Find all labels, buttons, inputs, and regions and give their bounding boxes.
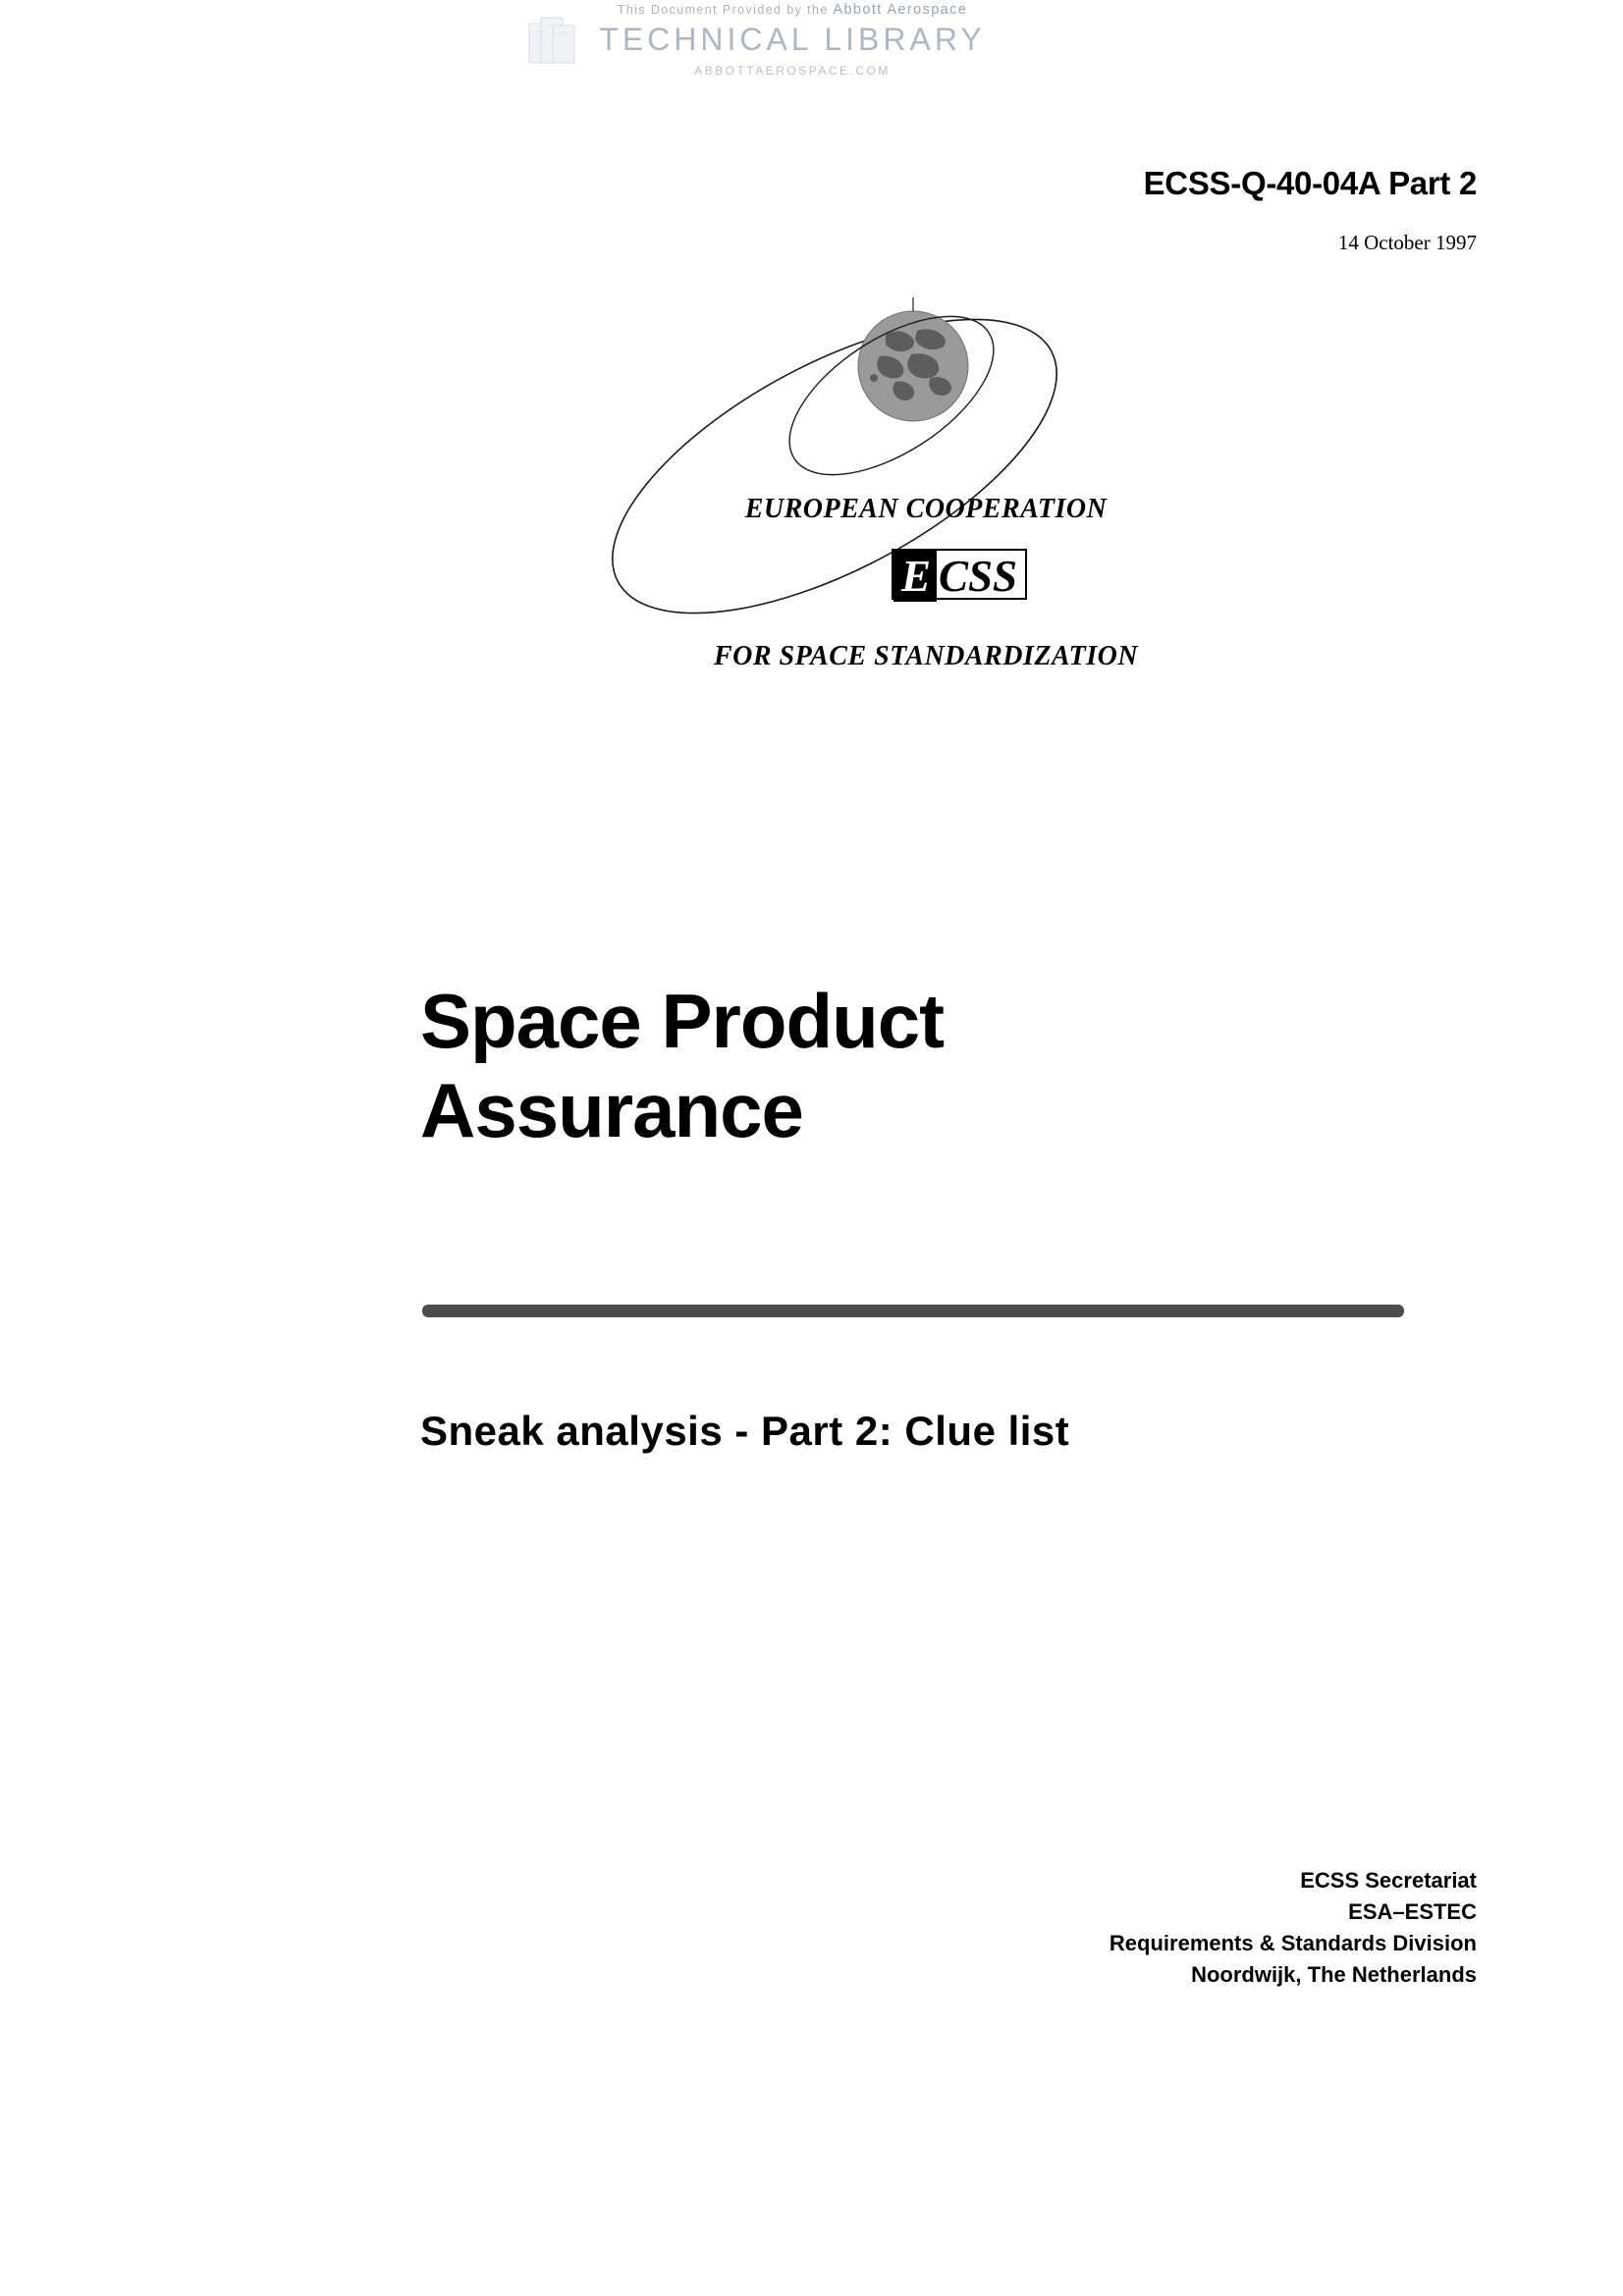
publisher-line-4: Noordwijk, The Netherlands	[1191, 1961, 1477, 1987]
page-subtitle: Sneak analysis - Part 2: Clue list	[420, 1408, 1070, 1454]
document-date: 14 October 1997	[1337, 231, 1477, 254]
books-icon	[525, 10, 594, 79]
watermark-brand: Abbott Aerospace	[833, 2, 968, 18]
publisher-line-3: Requirements & Standards Division	[1109, 1930, 1477, 1955]
title-divider	[422, 1305, 1404, 1317]
page-title	[420, 977, 1500, 1156]
ecss-wordmark	[892, 547, 1027, 602]
watermark-line-1	[517, 2, 1067, 18]
watermark-provided-by: This Document Provided by the	[617, 3, 829, 17]
publisher-line-1: ECSS Secretariat	[1300, 1868, 1477, 1893]
ecss-letters-css: CSS	[937, 549, 1027, 600]
page-title-line-1: Space Product	[420, 978, 945, 1064]
logo-text-bottom: FOR SPACE STANDARDIZATION	[713, 641, 1139, 671]
logo-text-top: EUROPEAN COOPERATION	[744, 494, 1108, 524]
ecss-letter-e: E	[893, 551, 937, 602]
publisher-block	[1109, 1865, 1477, 1991]
watermark-line-2: TECHNICAL LIBRARY	[599, 22, 986, 57]
watermark	[517, 0, 1067, 98]
ecss-e-box	[892, 549, 937, 600]
document-id: ECSS-Q-40-04A Part 2	[1143, 165, 1477, 201]
watermark-line-3: ABBOTTAEROSPACE.COM	[694, 64, 891, 78]
ecss-logo	[579, 280, 1247, 702]
publisher-line-2: ESA–ESTEC	[1348, 1898, 1477, 1924]
page-title-line-2: Assurance	[420, 1067, 803, 1154]
orbit-globe-icon	[579, 280, 1247, 702]
